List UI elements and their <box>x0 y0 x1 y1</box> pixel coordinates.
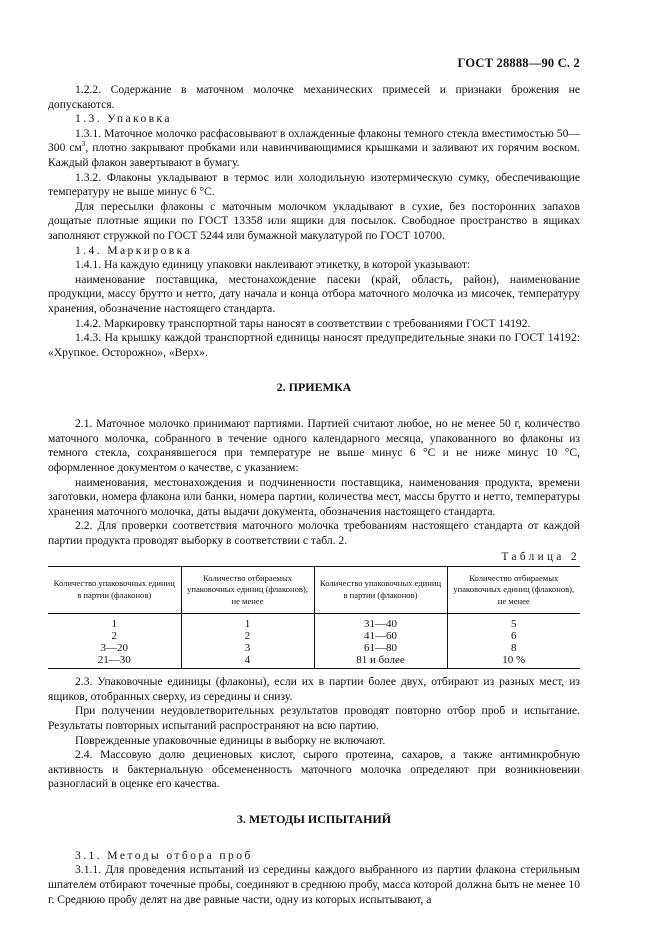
paragraph-1-4-2: 1.4.2. Маркировку транспортной тары наносят в соответствии с требованиями ГОСТ 14192. <box>75 316 531 330</box>
paragraph-2-3: 2.3. Упаковочные единицы (флаконы), если их в партии более двух, отбирают из разных мест, из ящиков, отобранных сверху, из середины и снизу. <box>48 675 580 703</box>
paragraph-2-2: 2.2. Для проверки соответствия маточного молочка требованиям настоящего стандарта от каждой партии продукта проводят выборку в соответствии с табл. 2. <box>48 519 580 548</box>
paragraph-1-4-3: 1.4.3. На крышку каждой транспортной единицы наносят предупредительные знаки по ГОСТ 14192: «Хрупкое. Осторожно», «Верх». <box>48 331 580 359</box>
paragraph-1-4-1: 1.4.1. На каждую единицу упаковки наклеивают этикетку, в которой указывают: <box>75 258 471 272</box>
section-2-title: 2. ПРИЕМКА <box>276 380 352 395</box>
paragraph-2-4: 2.4. Массовую долю дециеновых кислот, сырого протеина, сахаров, а также антимикробную активность и бактериальную обсемененность маточного молочка определяют при возникновении разногласий в оценке его качества. <box>48 748 580 791</box>
table-caption: Таблица 2 <box>501 550 580 563</box>
table-cell: 10 % <box>447 654 580 669</box>
table-cell: 2 <box>111 630 117 643</box>
heading-1-4: 1.4. Маркировка <box>75 243 193 257</box>
table-cell: 81 и более <box>314 654 447 669</box>
page-header: ГОСТ 28888—90 С. 2 <box>457 56 580 70</box>
paragraph-1-3-1: 1.3.1. Маточное молочко расфасовывают в охлажденные флаконы темного стекла вместимостью 50—300 $см^3$, плотно закрывают пробками или навинчивающимися крышками и заливают их горячим воском. Каждый флакон завертывают в бумагу. <box>48 126 580 169</box>
table-cell: 61—80 <box>314 642 447 654</box>
paragraph-1-3-2: 1.3.2. Флаконы укладывают в термос или холодильную изотермическую сумку, обеспечивающие температуру не выше минус 6 °С. <box>48 170 580 199</box>
table-cell: 3—20 <box>100 642 128 655</box>
paragraph-2-3-repeat: При получении неудовлетворительных результатов проводят повторно отбор проб и испытание. Результаты повторных испытаний распространяют на всю партию. <box>48 704 580 732</box>
paragraph-1-3-2-shipping: Для пересылки флаконы с маточным молочком укладывают в сухие, без посторонних запахов дощатые плотные ящики по ГОСТ 13358 или ящики для посылок. Свободное пространство в ящиках заполняют стружкой по ГОСТ 5244 или бумажной макулатурой по ГОСТ 10700. <box>48 199 580 242</box>
section-3-title: 3. МЕТОДЫ ИСПЫТАНИЙ <box>236 811 392 826</box>
table-cell: 1 <box>181 614 314 631</box>
table-row <box>48 654 580 669</box>
table-cell: 2 <box>181 630 314 642</box>
paragraph-1-4-1-list: наименование поставщика, местонахождение пасеки (край, область, район), наименование продукции, массу брутто и нетто, дату начала и конца отбора маточного молочка из мисочек, температуру хранения, обозначение настоящего стандарта. <box>48 272 580 315</box>
table-cell: 21—30 <box>48 654 181 669</box>
heading-3-1: 3.1. Методы отбора проб <box>75 848 253 862</box>
table-header-cell: Количество отбираемых упаковочных единиц (флаконов), не менее <box>447 566 580 614</box>
table-cell: 6 <box>447 630 580 642</box>
table-row <box>48 630 580 642</box>
document-page <box>48 56 580 907</box>
table-row <box>48 642 580 654</box>
table-header-cell: Количество упаковочных единиц в партии (флаконов) <box>314 566 447 614</box>
table-cell: 8 <box>447 642 580 654</box>
paragraph-2-1-list: наименования, местонахождения и подчиненности поставщика, наименования продукта, времени заготовки, номера флакона или банки, номера партии, количества мест, массы брутто и нетто, температуры хранения маточного молочка, даты выдачи документа, обозначения настоящего стандарта. <box>48 475 580 518</box>
table-cell: 1 <box>111 618 117 631</box>
table-cell: 5 <box>447 614 580 631</box>
table-header-cell: Количество упаковочных единиц в партии (флаконов) <box>48 566 181 614</box>
paragraph-2-1: 2.1. Маточное молочко принимают партиями. Партией считают любое, но не менее 50 г, количество маточного молочка, собранного в течение одного календарного месяца, упакованного во флаконы из темного стекла, сохранявшегося при температуре не выше минус 6 °С и не ниже минус 10 °С, оформленное документом о качестве, с указанием: <box>48 417 580 475</box>
table-cell: 31—40 <box>314 614 447 631</box>
table-header-cell: Количество отбираемых упаковочных единиц (флаконов), не менее <box>181 566 314 614</box>
table-cell: 4 <box>181 654 314 669</box>
paragraph-1-2-2: 1.2.2. Содержание в маточном молочке механических примесей и признаки брожения не допускаются. <box>48 83 580 111</box>
table-row <box>48 614 580 631</box>
heading-1-3: 1.3. Упаковка <box>75 112 172 126</box>
paragraph-3-1-1: 3.1.1. Для проведения испытаний из середины каждого выбранного из партии флакона стерильным шпателем отбирают точечные пробы, соединяют в среднюю пробу, масса которой должна быть не менее 10 г. Среднюю пробу делят на две равные части, одну из которых испытывают, а <box>48 863 580 906</box>
table-cell: 41—60 <box>314 630 447 642</box>
paragraph-2-3-damaged: Поврежденные упаковочные единицы в выборку не включают. <box>75 733 386 747</box>
table-cell: 3 <box>181 642 314 654</box>
sampling-table <box>48 566 580 670</box>
